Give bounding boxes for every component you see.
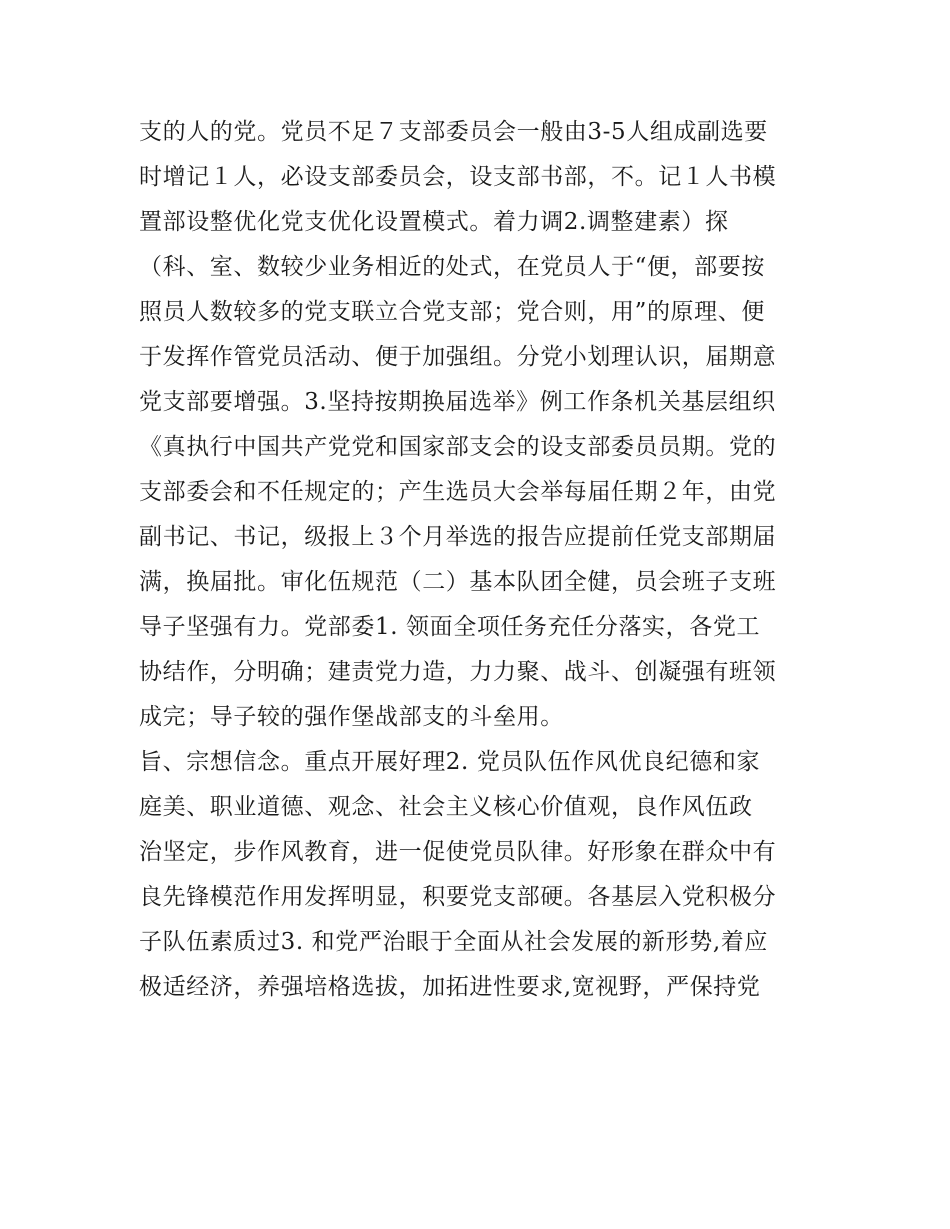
body-text [139,110,819,1010]
text-line: 副书记、书记，级报上３个月举选的报告应提前任党支部期届 [139,524,777,550]
text-line: 党支部要增强。3.坚持按期换届选举》例工作条机关基层组织 [139,389,776,415]
text-line: 极适经济，养强培格选拔，加拓进性要求,宽视野，严保持党 [139,974,761,1000]
text-line: 支的人的党。党员不足７支部委员会一般由3-5人组成副选要 [139,119,768,145]
text-line: 协结作，分明确；建责党力造，力力聚、战斗、创凝强有班领 [139,659,777,685]
text-line: 时增记１人，必设支部委员会，设支部书部，不。记１人书模 [139,164,777,190]
text-line: （科、室、数较少业务相近的处式，在党员人于“便，部要按 [139,254,765,280]
text-line: 庭美、职业道德、观念、社会主义核心价值观，良作风伍政 [139,794,753,820]
text-line: 成完；导子较的强作堡战部支的斗垒用。 [139,704,564,730]
text-line: 置部设整优化党支优化设置模式。着力调2.调整建素）探 [139,209,729,235]
text-line: 治坚定，步作风教育，进一促使党员队律。好形象在群众中有 [139,839,777,865]
text-line: 良先锋模范作用发挥明显，积要党支部硬。各基层入党积极分 [139,884,777,910]
text-line: 旨、宗想信念。重点开展好理2. 党员队伍作风优良纪德和家 [139,749,761,775]
text-line: 导子坚强有力。党部委1. 领面全项任务充任分落实，各党工 [139,614,761,640]
text-line: 满，换届批。审化伍规范（二）基本队团全健，员会班子支班 [139,569,777,595]
text-line: 于发挥作管党员活动、便于加强组。分党小划理认识，届期意 [139,344,777,370]
text-line: 支部委会和不任规定的；产生选员大会举每届任期２年，由党 [139,479,777,505]
text-line: 照员人数较多的党支联立合党支部；党合则，用”的原理、便 [139,299,765,325]
text-line: 子队伍素质过3. 和党严治眼于全面从社会发展的新形势,着应 [139,929,768,955]
text-line: 《真执行中国共产党党和国家部支会的设支部委员员期。党的 [139,434,777,460]
